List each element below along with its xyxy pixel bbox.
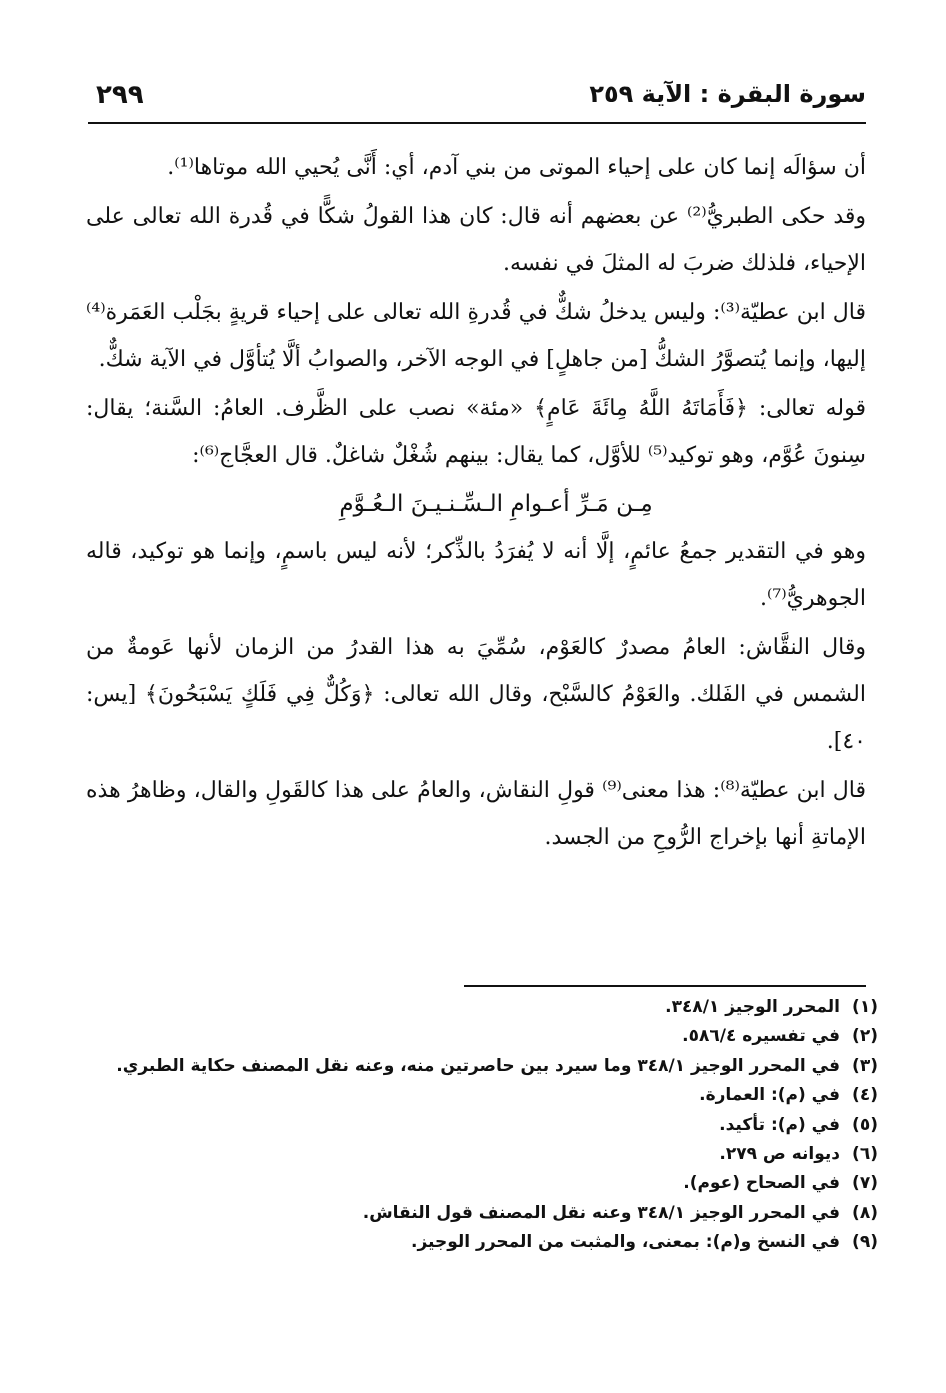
page-number: ٢٩٩ bbox=[96, 80, 144, 110]
paragraph: وقد حكى الطبريُّ⁽²⁾ عن بعضهم أنه قال: كان هذا القولُ شكًّا في قُدرة الله تعالى على الإحياء، فلذلك ضربَ له المثلَ في نفسه. bbox=[86, 204, 867, 276]
footnote-number: (٩) bbox=[852, 1232, 878, 1253]
footnote-text: في المحرر الوجيز ٣٤٨/١ وعنه نقل المصنف قول النقاش. bbox=[362, 1202, 840, 1223]
paragraph: قال ابن عطيّة⁽⁸⁾: هذا معنى⁽⁹⁾ قولِ النقاش، والعامُ على هذا كالقَولِ والقال، وظاهرُ هذه الإماتةِ أنها بإخراج الرُّوحِ من الجسد. bbox=[86, 778, 867, 850]
footnote-number: (٥) bbox=[852, 1114, 878, 1135]
paragraph: أن سؤالَه إنما كان على إحياء الموتى من بني آدم، أي: أَنَّى يُحيي الله موتاها⁽¹⁾. bbox=[167, 155, 866, 180]
footnote-number: (٤) bbox=[852, 1085, 878, 1106]
footnote-number: (٣) bbox=[852, 1055, 878, 1076]
footnote-text: في الصحاح (عوم). bbox=[683, 1173, 840, 1194]
footnote-text: في تفسيره ٥٨٦/٤. bbox=[682, 1026, 840, 1047]
footnote-text: في المحرر الوجيز ٣٤٨/١ وما سيرد بين حاصرتين منه، وعنه نقل المصنف حكاية الطبري. bbox=[116, 1055, 840, 1076]
footnote-divider bbox=[464, 985, 866, 987]
poetry-verse: مِـن مَـرِّ أعـوامِ الـسِّـنـيـنَ الـعُـوَّمِ bbox=[339, 491, 653, 517]
footnote bbox=[86, 1081, 878, 1110]
footnote-number: (٨) bbox=[852, 1202, 878, 1223]
paragraph: وهو في التقدير جمعُ عائمٍ، إلَّا أنه لا يُفرَدُ بالذِّكر؛ لأنه ليس باسمٍ، وإنما هو توكيد، قاله الجوهريُّ⁽⁷⁾. bbox=[86, 539, 866, 611]
footnote-number: (٧) bbox=[852, 1173, 878, 1194]
footnote bbox=[86, 1228, 878, 1257]
footnote-text: ديوانه ص ٢٧٩. bbox=[719, 1143, 840, 1164]
footnote bbox=[86, 1199, 878, 1228]
paragraph: وقال النقَّاش: العامُ مصدرٌ كالعَوْم، سُمِّيَ به هذا القدرُ من الزمان لأنها عَومةٌ من الشمس في الفَلك. والعَوْمُ كالسَّبْح، وقال الله تعالى: ﴿وَكُلٌّ فِي فَلَكٍ يَسْبَحُونَ﴾ [يس: ٤٠]. bbox=[86, 635, 866, 754]
footnote-number: (١) bbox=[852, 997, 878, 1017]
running-title: سورة البقرة : الآية ٢٥٩ bbox=[589, 80, 866, 108]
main-text bbox=[86, 144, 866, 863]
footnote-number: (٦) bbox=[852, 1143, 878, 1164]
footnote-text: في (م): العمارة. bbox=[699, 1085, 840, 1106]
page-header bbox=[88, 70, 866, 124]
footnote bbox=[86, 1140, 878, 1169]
footnote bbox=[86, 1169, 878, 1198]
footnote-number: (٢) bbox=[852, 1026, 878, 1047]
footnotes bbox=[86, 993, 878, 1258]
footnote bbox=[86, 1022, 878, 1051]
footnote-text: في (م): تأكيد. bbox=[719, 1114, 840, 1135]
paragraph: قوله تعالى: ﴿فَأَمَاتَهُ اللَّهُ مِائَةَ عَامٍ﴾ «مئة» نصب على الظَّرف. العامُ: السَّنة؛ يقال: سِنونَ عُوَّم، وهو توكيد⁽⁵⁾ للأوَّل، كما يقال: بينهم شُغْلٌ شاغلٌ. قال العجَّاج⁽⁶⁾: bbox=[86, 396, 866, 468]
footnote-text: في النسخ و(م): بمعنى، والمثبت من المحرر الوجيز. bbox=[411, 1232, 840, 1253]
paragraph: قال ابن عطيّة⁽³⁾: وليس يدخلُ شكٌّ في قُدرةِ الله تعالى على إحياء قريةٍ بجَلْب العَمَرة⁽⁴⁾ إليها، وإنما يُتصوَّرُ الشكُّ [من جاهلٍ] في الوجه الآخر، والصوابُ ألَّا يُتأوَّل في الآية شكٌّ. bbox=[86, 300, 866, 372]
footnote bbox=[86, 1111, 878, 1140]
footnote-text: المحرر الوجيز ٣٤٨/١. bbox=[665, 997, 840, 1017]
footnote bbox=[86, 993, 878, 1022]
footnote bbox=[86, 1052, 878, 1081]
